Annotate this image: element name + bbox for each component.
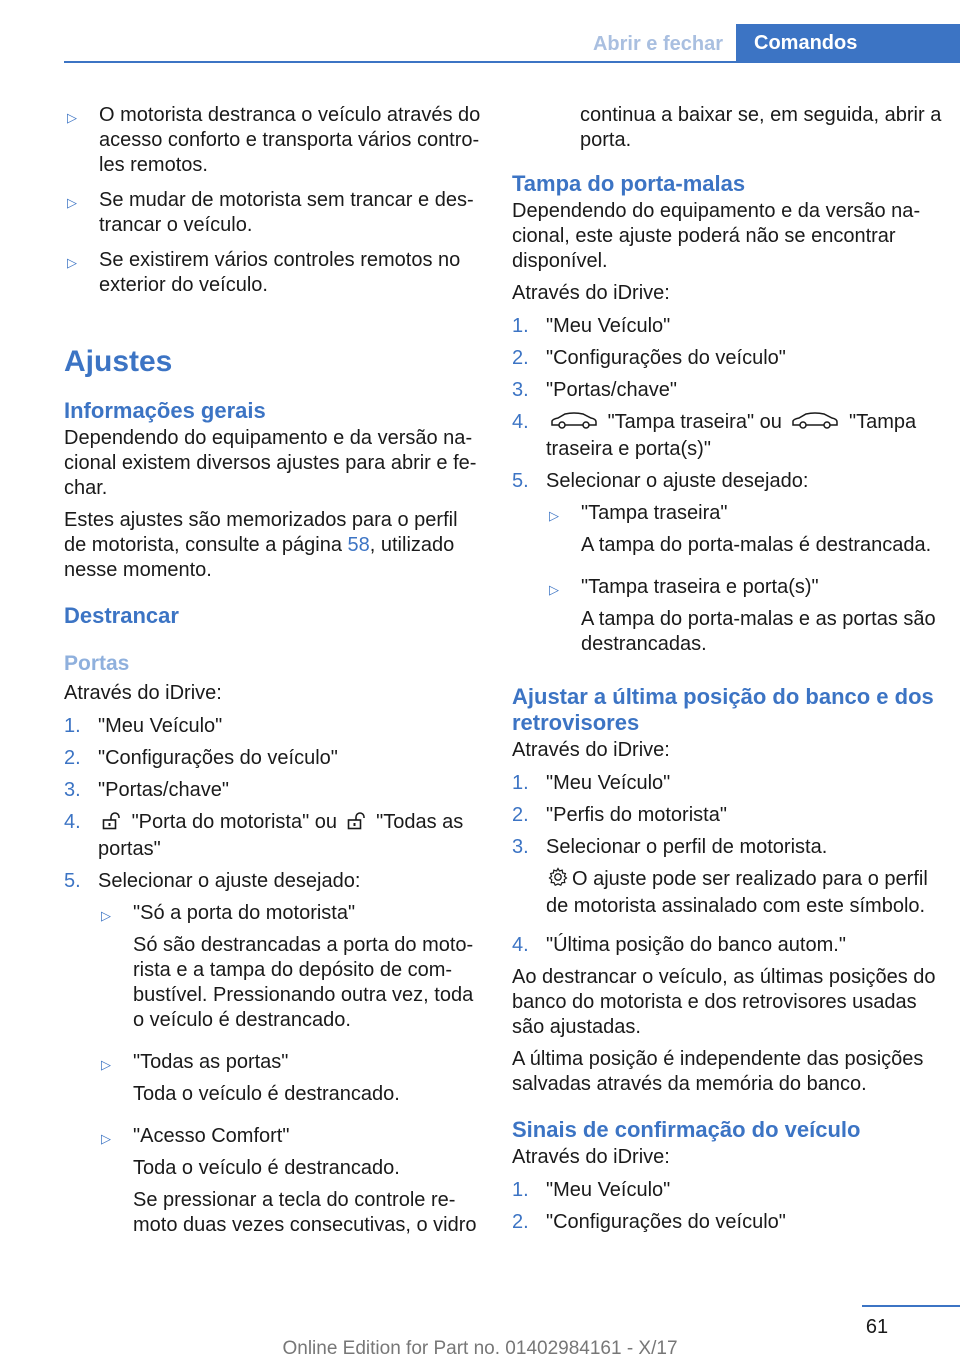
step-number: 1. (512, 315, 529, 337)
step-text: "Meu Veículo" (546, 772, 671, 794)
triangle-bullet-icon: ▷ (67, 255, 77, 270)
step-number: 3. (64, 779, 81, 801)
list-item (512, 1210, 942, 1235)
step-text: "Configurações do veículo" (98, 747, 338, 769)
step-text-part: "Tampa traseira e porta(s)" (546, 411, 917, 460)
list-item (512, 378, 942, 403)
list-item (512, 410, 942, 462)
step-number: 4. (512, 934, 529, 956)
list-item (64, 248, 484, 298)
option-desc: A tampa do porta-malas e as portas são destrancadas. (581, 608, 936, 655)
step-number: 1. (512, 772, 529, 794)
triangle-bullet-icon: ▷ (67, 195, 77, 210)
step-content (546, 835, 942, 926)
list-item (512, 933, 942, 958)
car-trunk-icon (550, 412, 598, 437)
step-number: 2. (64, 747, 81, 769)
heading-portas: Portas (64, 652, 130, 675)
paragraph: Dependendo do equipamento e da versão nacional, este ajuste poderá não se encontrar disponível. (512, 200, 921, 272)
paragraph-text: , utilizado nesse momento. (64, 534, 455, 581)
list-item (64, 188, 484, 238)
paragraph: Através do iDrive: (64, 682, 222, 704)
step-number: 3. (512, 836, 529, 858)
list-item (98, 1050, 484, 1114)
heading-tampa-porta-malas: Tampa do porta-malas (512, 171, 746, 196)
list-item (512, 771, 942, 796)
step-number: 2. (512, 347, 529, 369)
tab-comandos[interactable]: Comandos (736, 24, 960, 62)
triangle-bullet-icon: ▷ (67, 110, 77, 125)
step-number: 2. (512, 804, 529, 826)
paragraph (64, 508, 484, 583)
list-item (98, 1124, 484, 1245)
bullet-text: O motorista destranca o veículo através do acesso conforto e transporta vários controles remotos. (99, 104, 481, 176)
car-trunk-icon (791, 412, 839, 437)
step-text: "Meu Veículo" (546, 1179, 671, 1201)
heading-destrancar: Destrancar (64, 603, 179, 628)
paragraph: Ao destrancar o veículo, as últimas posições do banco do motorista e dos retrovisores usadas são ajustadas. (512, 966, 936, 1038)
step-number: 4. (512, 411, 529, 433)
step-text: "Configurações do veículo" (546, 1211, 786, 1233)
option-desc: Toda o veículo é destrancado. (133, 1157, 400, 1179)
option-title: "Tampa traseira" (581, 502, 728, 524)
step-text: Selecionar o perfil de motorista. (546, 836, 828, 858)
page-number: 61 (865, 1316, 889, 1338)
unlock-icon (102, 812, 122, 837)
list-item (512, 803, 942, 828)
step-text: "Meu Veículo" (98, 715, 223, 737)
step-number: 2. (512, 1211, 529, 1233)
step-text: Selecionar o ajuste desejado: (546, 470, 809, 492)
section-title-ajustes: Ajustes (64, 345, 173, 378)
option-title: "Só a porta do motorista" (133, 902, 356, 924)
list-item (64, 714, 484, 739)
step-number: 1. (64, 715, 81, 737)
page-link[interactable]: 58 (347, 534, 370, 556)
list-item (64, 746, 484, 771)
paragraph: Através do iDrive: (512, 1146, 670, 1168)
right-column (512, 103, 942, 1242)
option-desc: A tampa do porta-malas é destrancada. (581, 534, 932, 556)
heading-sinais-confirmacao: Sinais de confirmação do veículo (512, 1117, 861, 1142)
option-content (581, 501, 942, 565)
step-text: "Perfis do motorista" (546, 804, 727, 826)
step-text: "Portas/chave" (546, 379, 677, 401)
bullet-text: Se mudar de motorista sem trancar e destrancar o veículo. (99, 189, 474, 236)
list-item (512, 346, 942, 371)
list-item (98, 901, 484, 1040)
triangle-bullet-icon: ▷ (549, 582, 559, 597)
continued-text: continua a baixar se, em seguida, abrir a porta. (580, 104, 942, 151)
list-item (64, 103, 484, 178)
heading-ajustar-ultima-posicao: Ajustar a última posição do banco e dos retrovisores (512, 684, 934, 735)
triangle-bullet-icon: ▷ (549, 508, 559, 523)
triangle-bullet-icon: ▷ (101, 1057, 111, 1072)
step-text: "Portas/chave" (98, 779, 229, 801)
option-list (98, 901, 484, 1245)
triangle-bullet-icon: ▷ (101, 1131, 111, 1146)
step-text (98, 810, 484, 862)
paragraph: A última posição é independente das posições salvadas através da memória do banco. (512, 1048, 924, 1095)
option-title: "Acesso Comfort" (133, 1125, 290, 1147)
option-content (581, 575, 942, 664)
option-content (133, 901, 484, 1040)
step-note-text: O ajuste pode ser realizado para o perfil de motorista assinalado com este símbolo. (546, 868, 928, 917)
step-text-part: "Tampa traseira" ou (607, 411, 782, 433)
tab-abrir-e-fechar[interactable]: Abrir e fechar (592, 32, 724, 55)
option-list (546, 501, 942, 664)
list-item (512, 1178, 942, 1203)
unlock-icon (347, 812, 367, 837)
paragraph-text: Estes ajustes são memorizados para o perfil de motorista, consulte a página (64, 509, 458, 556)
list-item (64, 810, 484, 862)
gear-icon (548, 867, 568, 894)
header-rule (64, 61, 960, 63)
step-number: 3. (512, 379, 529, 401)
option-desc: Se pressionar a tecla do controle remoto duas vezes consecutivas, o vidro (133, 1189, 477, 1236)
option-desc: Só são destrancadas a porta do motorista e a tampa do depósito de combustível. Pressionando outra vez, toda o veículo é destrancado. (133, 934, 474, 1031)
heading-informacoes-gerais: Informações gerais (64, 398, 266, 423)
list-item (64, 778, 484, 803)
step-text: Selecionar o ajuste desejado: (98, 870, 361, 892)
step-number: 5. (64, 870, 81, 892)
step-text-part: "Todas as portas" (98, 811, 464, 860)
step-number: 4. (64, 811, 81, 833)
list-item (512, 835, 942, 926)
step-text: "Última posição do banco autom." (546, 934, 846, 956)
step-number: 1. (512, 1179, 529, 1201)
step-text: "Configurações do veículo" (546, 347, 786, 369)
option-title: "Todas as portas" (133, 1051, 289, 1073)
step-text-part: "Porta do motorista" ou (131, 811, 337, 833)
step-text: "Meu Veículo" (546, 315, 671, 337)
option-content (133, 1124, 484, 1245)
option-title: "Tampa traseira e porta(s)" (581, 576, 819, 598)
bullet-text: Se existirem vários controles remotos no exterior do veículo. (99, 249, 461, 296)
list-item (512, 469, 942, 494)
list-item (512, 314, 942, 339)
triangle-bullet-icon: ▷ (101, 908, 111, 923)
paragraph: Através do iDrive: (512, 282, 670, 304)
paragraph: Dependendo do equipamento e da versão nacional existem diversos ajustes para abrir e fechar. (64, 427, 477, 499)
step-number: 5. (512, 470, 529, 492)
step-text (546, 410, 942, 462)
option-desc: Toda o veículo é destrancado. (133, 1083, 400, 1105)
left-column (64, 103, 484, 1255)
list-item (546, 575, 942, 664)
step-note (546, 867, 942, 919)
option-content (133, 1050, 484, 1114)
footer-edition: Online Edition for Part no. 01402984161 - X/17 (282, 1338, 678, 1359)
page-number-rule (862, 1305, 960, 1307)
list-item (546, 501, 942, 565)
paragraph: Através do iDrive: (512, 739, 670, 761)
list-item (64, 869, 484, 894)
